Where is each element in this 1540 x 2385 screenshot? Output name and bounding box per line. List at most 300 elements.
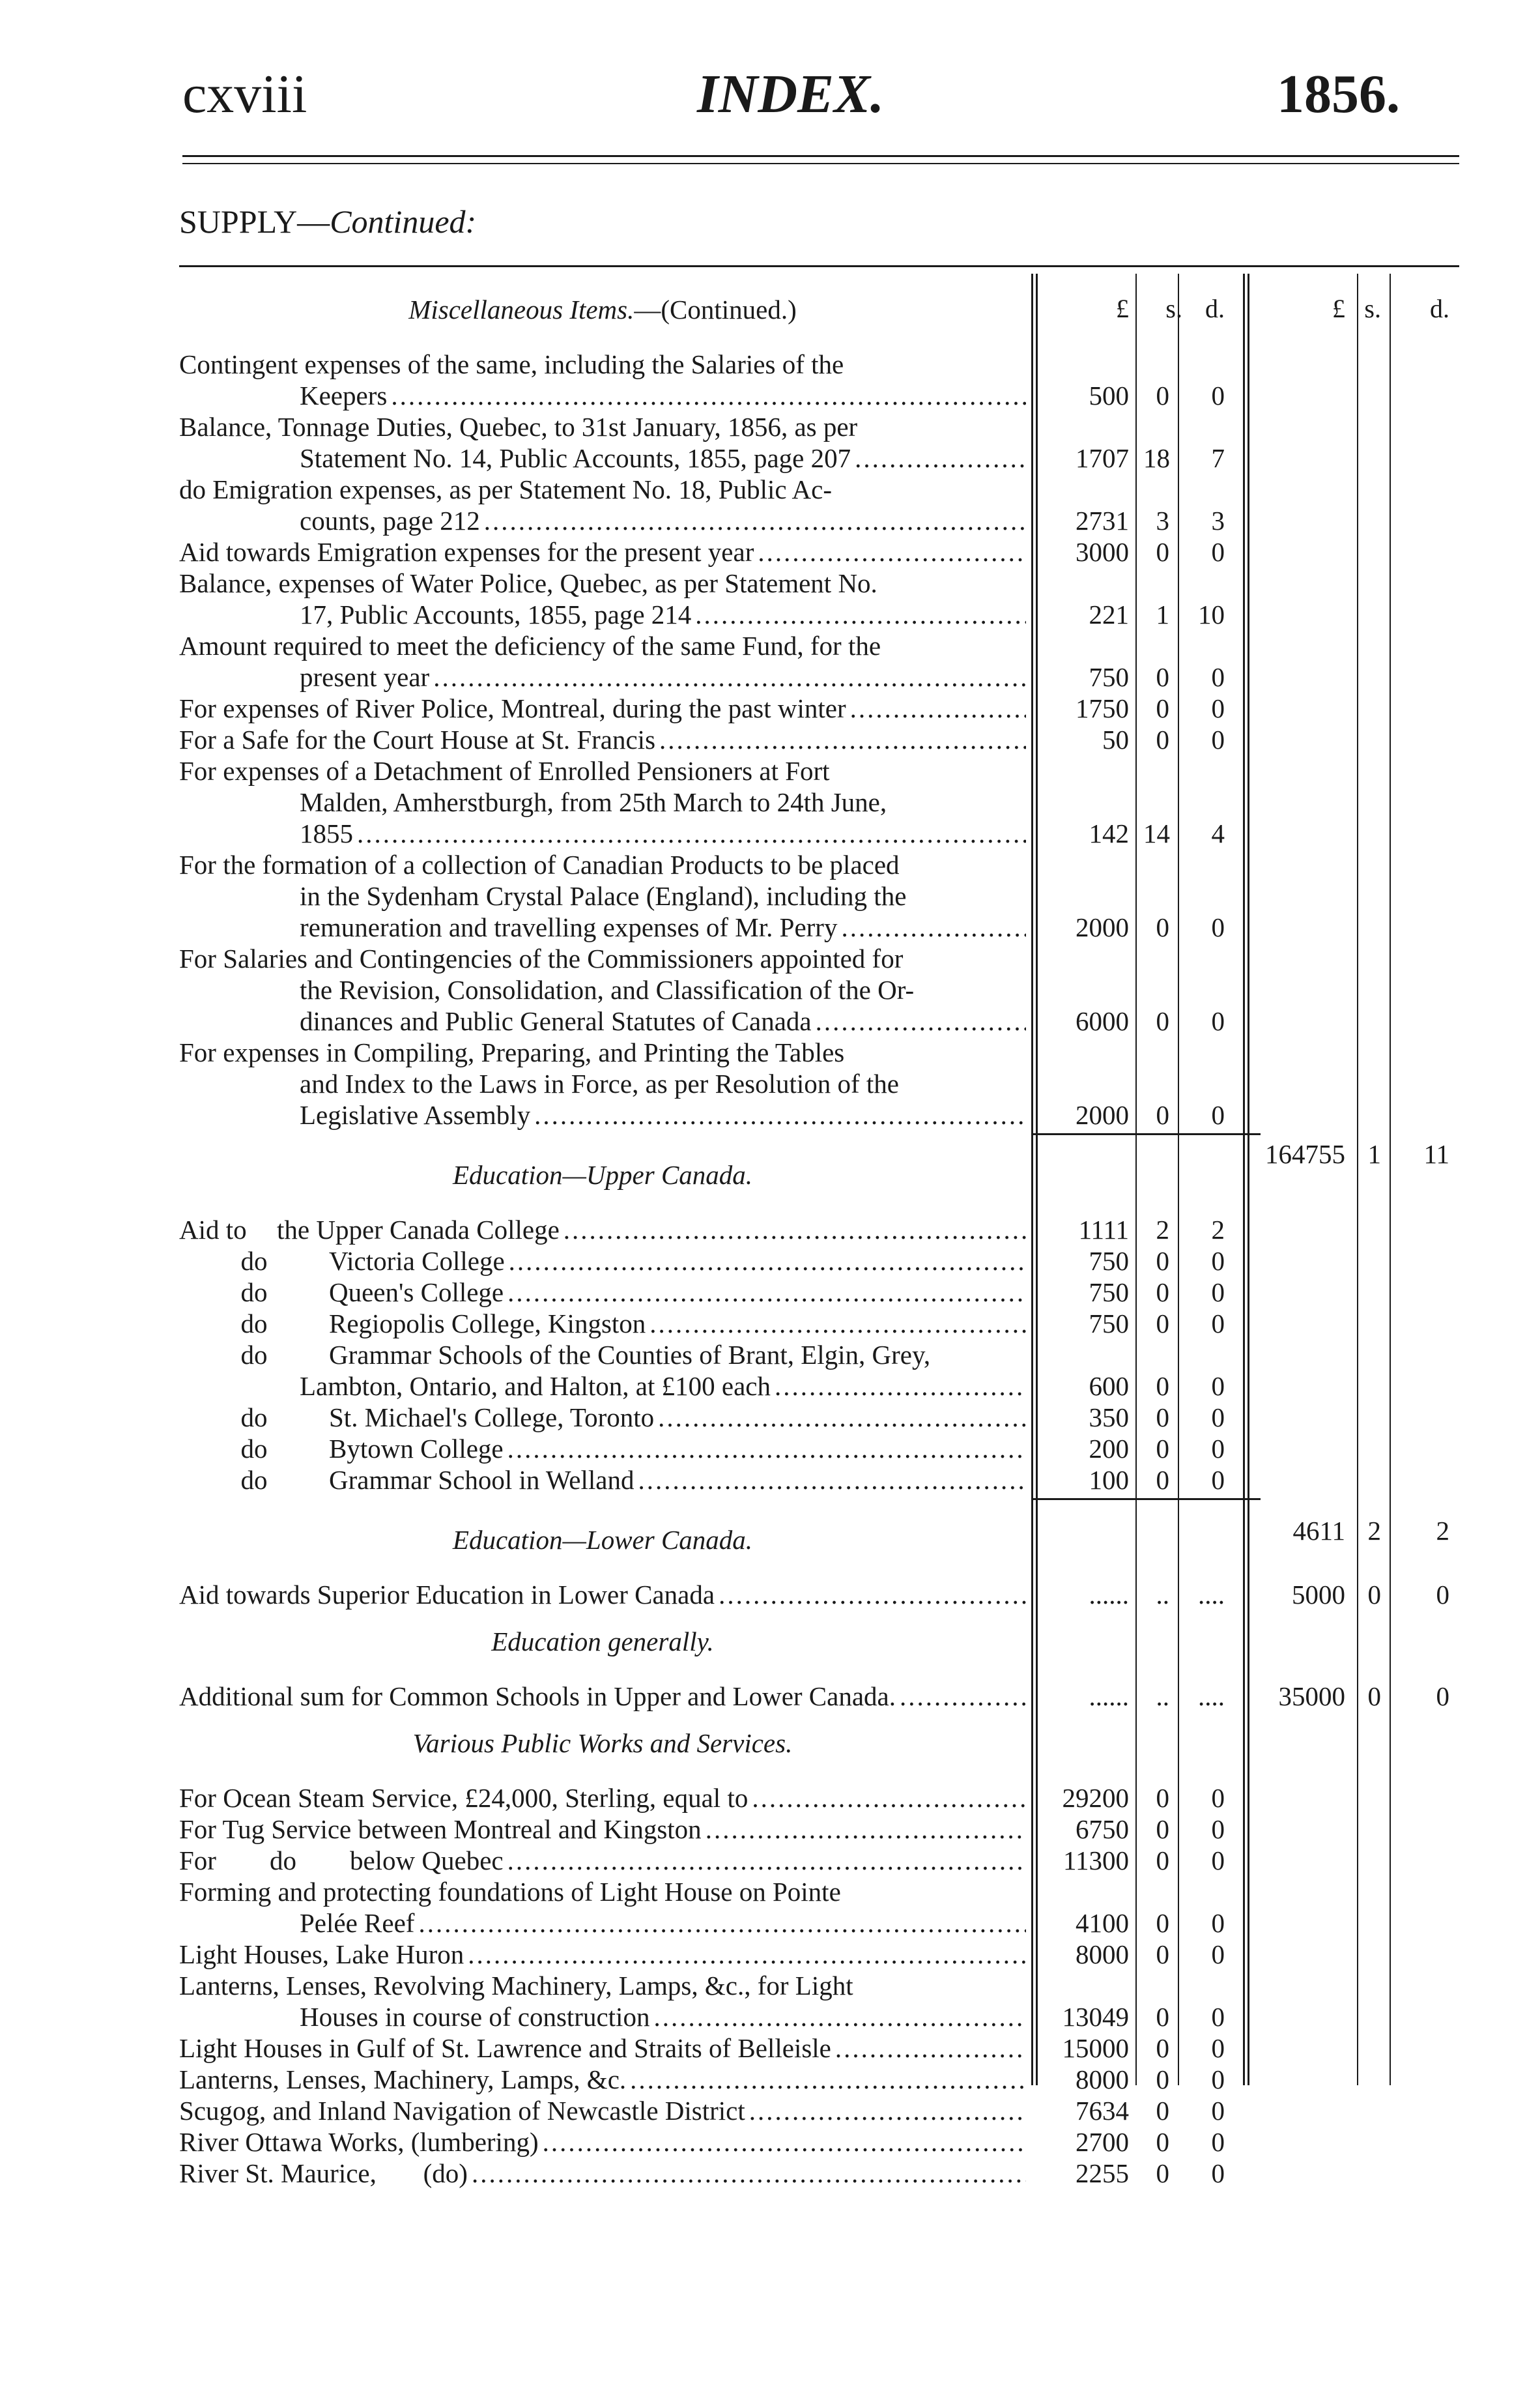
row-last-line	[179, 818, 1026, 849]
leader-dots	[649, 1308, 1026, 1339]
amount-shillings: 0	[1156, 1246, 1169, 1276]
row-text: the Upper Canada College	[277, 1215, 560, 1245]
header-rule-top	[182, 155, 1459, 157]
row-first-line: For expenses of a Detachment of Enrolled Pensioners at Fort	[179, 756, 830, 786]
amount-pence: 0	[1211, 1814, 1225, 1844]
table-row	[179, 1876, 1448, 1939]
row-last-line	[179, 1099, 1026, 1131]
amount-pounds: 1707	[1076, 443, 1129, 473]
amount-pounds: 350	[1089, 1402, 1129, 1432]
supply-heading-continued: Continued:	[330, 203, 477, 240]
amount-pounds: 750	[1089, 1246, 1129, 1276]
leader-dots	[472, 2158, 1026, 2189]
total-pence: 0	[1436, 1681, 1449, 1711]
total-pounds: 35000	[1278, 1681, 1345, 1711]
amount-shillings: 0	[1156, 1783, 1169, 1813]
line-text: For expenses of River Police, Montreal, during the past winter	[179, 693, 846, 723]
row-last-line	[179, 1681, 1026, 1712]
row-first-line: Contingent expenses of the same, including the Salaries of the	[179, 349, 844, 379]
line-text: Lambton, Ontario, and Halton, at £100 each	[300, 1371, 771, 1401]
row-text: Grammar Schools of the Counties of Brant, Elgin, Grey,	[329, 1340, 931, 1370]
amount-pence: 0	[1211, 2158, 1225, 2188]
amount-pence: 0	[1211, 1308, 1225, 1338]
table-row	[179, 1339, 1448, 1402]
amount-pounds: 6000	[1076, 1006, 1129, 1036]
amount-shillings: 0	[1156, 1308, 1169, 1338]
subtotal-row	[179, 1131, 1449, 1169]
line-text: Lanterns, Lenses, Machinery, Lamps, &c.	[179, 2064, 627, 2094]
row-last-line	[179, 724, 1026, 755]
total-pence: 0	[1436, 1580, 1449, 1610]
table-row	[179, 943, 1448, 1037]
row-description	[179, 536, 1026, 568]
row-description	[179, 1464, 1026, 1496]
table-row	[179, 1464, 1448, 1496]
edu-general-heading: Education generally.	[491, 1626, 714, 1656]
row-description	[179, 849, 1026, 943]
amount-pounds: 4100	[1076, 1908, 1129, 1938]
line-text: River Ottawa Works, (lumbering)	[179, 2127, 539, 2157]
row-description	[179, 2064, 1026, 2095]
education-lower-canada	[179, 1509, 1448, 1610]
leader-dots	[775, 1370, 1026, 1402]
row-description	[179, 1214, 1026, 1245]
row-description	[179, 411, 1026, 474]
leader-dots	[357, 818, 1026, 849]
row-description	[179, 1245, 1026, 1277]
amount-shillings: 18	[1143, 443, 1170, 473]
line-text: For Tug Service between Montreal and Kingston	[179, 1814, 702, 1844]
amount-pounds: 750	[1089, 662, 1129, 692]
row-first-line: do Emigration expenses, as per Statement No. 18, Public Ac-	[179, 474, 833, 504]
amount-shillings: 0	[1156, 1402, 1169, 1432]
leader-dots	[509, 1245, 1026, 1277]
line-text: Pelée Reef	[300, 1908, 415, 1938]
row-last-line	[179, 1579, 1026, 1610]
row-description	[179, 943, 1026, 1037]
row-label: do	[240, 1308, 268, 1338]
row-last-line	[179, 2126, 1026, 2158]
row-label: Aid to	[179, 1215, 247, 1245]
table-row	[179, 1308, 1448, 1339]
row-last-line	[179, 1214, 1026, 1245]
table-row	[179, 2095, 1448, 2126]
amount-pence: 0	[1211, 1939, 1225, 1969]
amount-shillings: 0	[1156, 1845, 1169, 1875]
line-text: counts, page 212	[300, 506, 480, 536]
leader-dots	[507, 1277, 1026, 1308]
table-row	[179, 536, 1448, 568]
row-last-line	[179, 2001, 1026, 2032]
amount-pence: 0	[1211, 1006, 1225, 1036]
amount-shillings: 0	[1156, 1277, 1169, 1307]
row-text: Grammar School in Welland	[329, 1465, 635, 1495]
amount-pence: 0	[1211, 2096, 1225, 2126]
row-middle-line: the Revision, Consolidation, and Classification of the Or-	[300, 975, 915, 1005]
amount-pence: 0	[1211, 2064, 1225, 2094]
col-head-pence: d.	[1205, 294, 1225, 323]
row-label: do	[240, 1246, 268, 1276]
row-last-line	[179, 380, 1026, 411]
table-row	[179, 849, 1448, 943]
leader-dots	[749, 2095, 1026, 2126]
amount-pence: 0	[1211, 1371, 1225, 1401]
leader-dots	[507, 1433, 1026, 1464]
total-shillings: 0	[1367, 1580, 1381, 1610]
line-text: River St. Maurice, (do)	[179, 2158, 468, 2188]
line-text: Light Houses in Gulf of St. Lawrence and Straits of Belleisle	[179, 2033, 831, 2063]
table-row	[179, 1402, 1448, 1433]
row-text: Queen's College	[329, 1277, 504, 1307]
row-description	[179, 474, 1026, 536]
placeholder-pence: ....	[1198, 1580, 1225, 1610]
amount-shillings: 0	[1156, 1939, 1169, 1969]
table-row	[179, 568, 1448, 630]
col-head-pounds: £	[1116, 294, 1129, 323]
amount-pence: 0	[1211, 1465, 1225, 1495]
amount-pounds: 2000	[1076, 912, 1129, 942]
row-description	[179, 1433, 1026, 1464]
row-last-line	[179, 2064, 1026, 2095]
table-row	[179, 1245, 1448, 1277]
supply-heading	[179, 202, 476, 241]
amount-pounds: 600	[1089, 1371, 1129, 1401]
edu-lower-heading: Education—Lower Canada.	[452, 1525, 753, 1555]
table-row	[179, 2158, 1448, 2189]
misc-heading-cont: —(Continued.)	[634, 295, 797, 325]
row-text: Bytown College	[329, 1434, 504, 1464]
table-row	[179, 411, 1448, 474]
amount-pounds: 2731	[1076, 506, 1129, 536]
table-row	[179, 1277, 1448, 1308]
row-last-line	[179, 1907, 1026, 1939]
amount-pence: 0	[1211, 381, 1225, 411]
amount-pounds: 8000	[1076, 2064, 1129, 2094]
leader-dots	[630, 2064, 1026, 2095]
row-description	[179, 1876, 1026, 1939]
table-row	[179, 2064, 1448, 2095]
amount-pence: 0	[1211, 1845, 1225, 1875]
row-description	[179, 1308, 1026, 1339]
total-pence: 11	[1423, 1139, 1449, 1169]
table-row	[179, 724, 1448, 755]
table-row	[179, 474, 1448, 536]
leader-dots	[855, 442, 1026, 474]
edu-general-row	[179, 1681, 1448, 1712]
table-row	[179, 1782, 1448, 1814]
table-row	[179, 1814, 1448, 1845]
row-label: do	[240, 1402, 268, 1432]
page-title: INDEX.	[697, 64, 885, 124]
misc-items	[179, 349, 1449, 1169]
leader-dots	[841, 912, 1026, 943]
amount-pence: 2	[1211, 1215, 1225, 1245]
amount-pence: 10	[1198, 600, 1225, 629]
subtotal-rule	[1033, 1498, 1261, 1500]
amount-pence: 0	[1211, 537, 1225, 567]
row-last-line	[179, 1370, 1026, 1402]
amount-pence: 0	[1211, 912, 1225, 942]
amount-shillings: 0	[1156, 693, 1169, 723]
placeholder-shillings: ..	[1156, 1681, 1169, 1711]
row-text: Regiopolis College, Kingston	[329, 1308, 646, 1338]
table-row	[179, 1037, 1448, 1131]
row-description	[179, 1782, 1026, 1814]
public-works-heading: Various Public Works and Services.	[412, 1728, 793, 1758]
amount-pounds: 1111	[1078, 1215, 1129, 1245]
leader-dots	[758, 536, 1026, 568]
row-description	[179, 1939, 1026, 1970]
table-row	[179, 1433, 1448, 1464]
table-row	[179, 1845, 1448, 1876]
row-last-line	[179, 2158, 1026, 2189]
line-text: dinances and Public General Statutes of Canada	[300, 1006, 812, 1036]
row-description	[179, 2095, 1026, 2126]
row-description	[179, 1579, 1026, 1610]
amount-pounds: 50	[1102, 725, 1129, 755]
row-last-line	[179, 442, 1026, 474]
row-label: do	[240, 1434, 268, 1464]
amount-pence: 0	[1211, 1246, 1225, 1276]
amount-shillings: 0	[1156, 912, 1169, 942]
row-label: do	[240, 1465, 268, 1495]
edu-upper-heading: Education—Upper Canada.	[452, 1160, 753, 1190]
page-number: cxviii	[182, 64, 307, 124]
row-last-line	[179, 1308, 1026, 1339]
leader-dots	[433, 661, 1026, 693]
total-shillings: 0	[1367, 1681, 1381, 1711]
row-last-line	[179, 1433, 1026, 1464]
table-row	[179, 1214, 1448, 1245]
amount-shillings: 0	[1156, 1434, 1169, 1464]
leader-dots	[468, 1939, 1026, 1970]
amount-pounds: 200	[1089, 1434, 1129, 1464]
placeholder-pence: ....	[1198, 1681, 1225, 1711]
line-text: Statement No. 14, Public Accounts, 1855, page 207	[300, 443, 851, 473]
row-first-line: Forming and protecting foundations of Light House on Pointe	[179, 1877, 841, 1907]
row-first-line: Amount required to meet the deficiency of the same Fund, for the	[179, 631, 881, 661]
amount-pounds: 750	[1089, 1308, 1129, 1338]
amount-shillings: 0	[1156, 1371, 1169, 1401]
table-row	[179, 755, 1448, 849]
leader-dots	[706, 1814, 1026, 1845]
public-works	[179, 1712, 1448, 2189]
leader-dots	[850, 693, 1026, 724]
row-last-line	[179, 2095, 1026, 2126]
leader-dots	[719, 1579, 1026, 1610]
amount-pounds: 1750	[1076, 693, 1129, 723]
line-text: present year	[300, 662, 430, 692]
leader-dots	[658, 1402, 1026, 1433]
table-row	[179, 2126, 1448, 2158]
leader-dots	[695, 599, 1026, 630]
row-description	[179, 1681, 1026, 1712]
leader-dots	[507, 1845, 1026, 1876]
amount-pence: 0	[1211, 2127, 1225, 2157]
leader-dots	[752, 1782, 1026, 1814]
amount-pounds: 2255	[1076, 2158, 1129, 2188]
amount-shillings: 0	[1156, 2033, 1169, 2063]
row-last-line	[179, 599, 1026, 630]
total-pounds: 164755	[1265, 1139, 1345, 1169]
col-head-pounds-total: £	[1332, 294, 1345, 323]
amount-pence: 0	[1211, 2033, 1225, 2063]
amount-pounds: 8000	[1076, 1939, 1129, 1969]
row-description	[179, 1339, 1026, 1402]
line-text: Aid towards Superior Education in Lower Canada	[179, 1580, 715, 1610]
amount-shillings: 0	[1156, 2096, 1169, 2126]
amount-pence: 3	[1211, 506, 1225, 536]
amount-pence: 0	[1211, 693, 1225, 723]
leader-dots	[418, 1907, 1026, 1939]
amount-shillings: 0	[1156, 537, 1169, 567]
amount-shillings: 0	[1156, 2127, 1169, 2157]
row-last-line	[179, 1277, 1026, 1308]
row-last-line	[179, 2032, 1026, 2064]
row-last-line	[179, 536, 1026, 568]
row-description	[179, 349, 1026, 411]
page-year: 1856.	[1277, 64, 1400, 124]
line-text: 17, Public Accounts, 1855, page 214	[300, 600, 692, 629]
edu-upper-heading-row	[179, 1144, 1448, 1214]
row-label: do	[240, 1277, 268, 1307]
amount-shillings: 0	[1156, 2002, 1169, 2032]
line-text: Light Houses, Lake Huron	[179, 1939, 464, 1969]
col-head-shillings: s.	[1165, 294, 1182, 323]
edu-lower-row	[179, 1579, 1448, 1610]
education-generally	[179, 1610, 1448, 1712]
row-description	[179, 1037, 1026, 1131]
leader-dots	[563, 1214, 1026, 1245]
amount-shillings: 0	[1156, 1100, 1169, 1130]
line-text: 1855	[300, 818, 353, 848]
amount-pence: 0	[1211, 1402, 1225, 1432]
leader-dots	[816, 1005, 1026, 1037]
amount-shillings: 0	[1156, 1006, 1169, 1036]
amount-shillings: 14	[1143, 818, 1170, 848]
row-description	[179, 1814, 1026, 1845]
row-last-line	[179, 1845, 1026, 1876]
amount-pounds: 29200	[1062, 1783, 1129, 1813]
amount-pence: 0	[1211, 1908, 1225, 1938]
row-last-line	[179, 1464, 1026, 1496]
row-middle-line: and Index to the Laws in Force, as per Resolution of the	[300, 1069, 899, 1099]
amount-shillings: 0	[1156, 2064, 1169, 2094]
column-header-row	[179, 280, 1448, 339]
leader-dots	[543, 2126, 1026, 2158]
amount-pence: 0	[1211, 1277, 1225, 1307]
amount-pounds: 500	[1089, 381, 1129, 411]
total-shillings: 1	[1367, 1139, 1381, 1169]
amount-pounds: 3000	[1076, 537, 1129, 567]
leader-dots	[900, 1681, 1026, 1712]
col-head-shillings-total: s.	[1364, 294, 1381, 323]
table-row	[179, 693, 1448, 724]
leader-dots	[835, 2032, 1026, 2064]
leader-dots	[391, 380, 1026, 411]
row-last-line	[179, 661, 1026, 693]
row-last-line	[179, 505, 1026, 536]
leader-dots	[534, 1099, 1026, 1131]
line-text: Additional sum for Common Schools in Upper and Lower Canada.	[179, 1681, 896, 1711]
row-first-line: For the formation of a collection of Canadian Products to be placed	[179, 850, 900, 880]
row-description	[179, 1277, 1026, 1308]
row-description	[179, 568, 1026, 630]
row-last-line	[179, 1939, 1026, 1970]
row-description	[179, 1845, 1026, 1876]
row-description	[179, 755, 1026, 849]
line-text: Keepers	[300, 381, 388, 411]
amount-pence: 7	[1211, 443, 1225, 473]
amount-pounds: 7634	[1076, 2096, 1129, 2126]
row-description	[179, 1402, 1026, 1433]
amount-pounds: 142	[1089, 818, 1129, 848]
table-row	[179, 630, 1448, 693]
amount-pounds: 750	[1089, 1277, 1129, 1307]
row-description	[179, 724, 1026, 755]
amount-pence: 4	[1211, 818, 1225, 848]
leader-dots	[638, 1464, 1026, 1496]
edu-general-heading-row	[179, 1610, 1448, 1681]
line-text: Legislative Assembly	[300, 1100, 531, 1130]
amount-shillings: 0	[1156, 381, 1169, 411]
amount-pounds: 13049	[1062, 2002, 1129, 2032]
header-rule-bottom	[182, 163, 1459, 164]
amount-pounds: 15000	[1062, 2033, 1129, 2063]
line-text: Houses in course of construction	[300, 2002, 650, 2032]
amount-shillings: 3	[1156, 506, 1169, 536]
leader-dots	[653, 2001, 1026, 2032]
amount-pence: 0	[1211, 1783, 1225, 1813]
row-description	[179, 2032, 1026, 2064]
row-last-line	[179, 1245, 1026, 1277]
amount-shillings: 1	[1156, 600, 1169, 629]
amount-pounds: 221	[1089, 600, 1129, 629]
row-description	[179, 2158, 1026, 2189]
total-pence: 2	[1436, 1516, 1449, 1546]
misc-heading	[179, 280, 1026, 339]
row-last-line	[179, 1402, 1026, 1433]
total-pounds: 5000	[1292, 1580, 1345, 1610]
line-text: For Ocean Steam Service, £24,000, Sterling, equal to	[179, 1783, 749, 1813]
row-middle-line: Malden, Amherstburgh, from 25th March to 24th June,	[300, 787, 887, 817]
amount-pounds: 11300	[1063, 1845, 1129, 1875]
amount-shillings: 0	[1156, 725, 1169, 755]
supply-rule	[179, 265, 1459, 267]
amount-pence: 0	[1211, 2002, 1225, 2032]
placeholder-shillings: ..	[1156, 1580, 1169, 1610]
row-description	[179, 630, 1026, 693]
col-head-pence-total: d.	[1430, 294, 1449, 323]
row-last-line	[179, 1005, 1026, 1037]
line-text: remuneration and travelling expenses of Mr. Perry	[300, 912, 838, 942]
amount-shillings: 0	[1156, 1814, 1169, 1844]
row-first-line: Lanterns, Lenses, Revolving Machinery, Lamps, &c., for Light	[179, 1971, 853, 2001]
supply-heading-lead: SUPPLY—	[179, 203, 330, 240]
amount-shillings: 0	[1156, 1465, 1169, 1495]
row-label: do	[240, 1340, 268, 1370]
row-first-line	[179, 1339, 1026, 1370]
row-first-line: For Salaries and Contingencies of the Commissioners appointed for	[179, 944, 904, 974]
total-shillings: 2	[1367, 1516, 1381, 1546]
amount-pence: 0	[1211, 1434, 1225, 1464]
row-middle-line: in the Sydenham Crystal Palace (England), including the	[300, 881, 907, 911]
table-row	[179, 1939, 1448, 1970]
amount-pence: 0	[1211, 1100, 1225, 1130]
placeholder-pounds: ......	[1089, 1681, 1129, 1711]
subtotal-rule	[1033, 1133, 1261, 1135]
placeholder-pounds: ......	[1089, 1580, 1129, 1610]
